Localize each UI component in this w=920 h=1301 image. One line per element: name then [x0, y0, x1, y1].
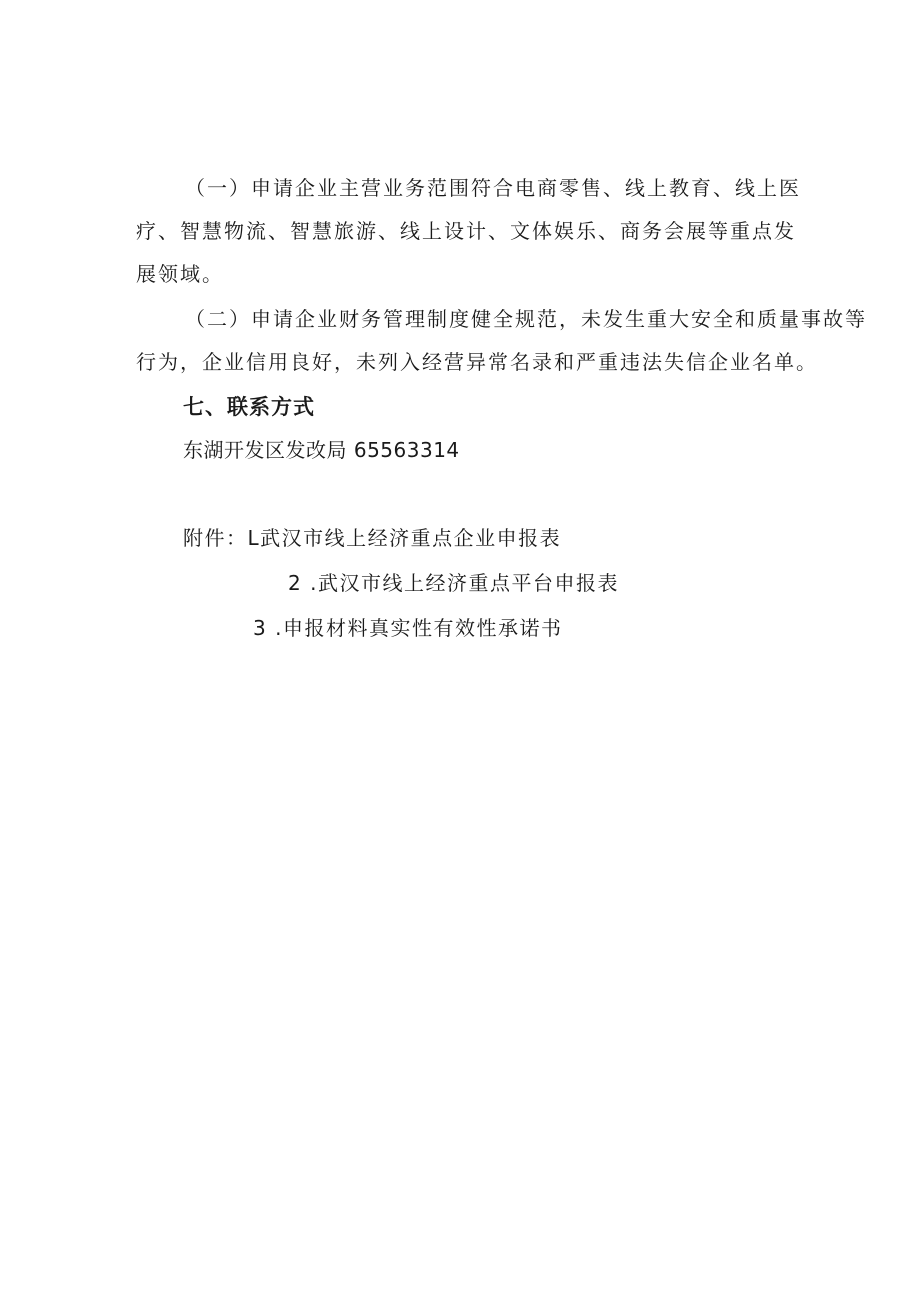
- contact-info: 东湖开发区发改局 65563314: [183, 438, 460, 462]
- attachment-item-2: 2 .武汉市线上经济重点平台申报表: [288, 571, 619, 595]
- contact-heading: 七、联系方式: [183, 395, 315, 419]
- attachment-item-3: 3 .申报材料真实性有效性承诺书: [253, 616, 563, 640]
- attachments-first-line: [183, 526, 561, 550]
- requirement-2-line-2: 行为，企业信用良好，未列入经营异常名录和严重违法失信企业名单。: [136, 350, 818, 374]
- requirement-2-line-1: （二）申请企业财务管理制度健全规范，未发生重大安全和质量事故等: [185, 307, 867, 331]
- requirement-1-line-3: 展领域。: [136, 262, 224, 286]
- requirement-1-line-1: （一）申请企业主营业务范围符合电商零售、线上教育、线上医: [185, 176, 801, 200]
- attachment-item-1: L武汉市线上经济重点企业申报表: [247, 526, 562, 550]
- requirement-1-line-2: 疗、智慧物流、智慧旅游、线上设计、文体娱乐、商务会展等重点发: [136, 219, 796, 243]
- attachments-label: 附件：: [183, 526, 248, 550]
